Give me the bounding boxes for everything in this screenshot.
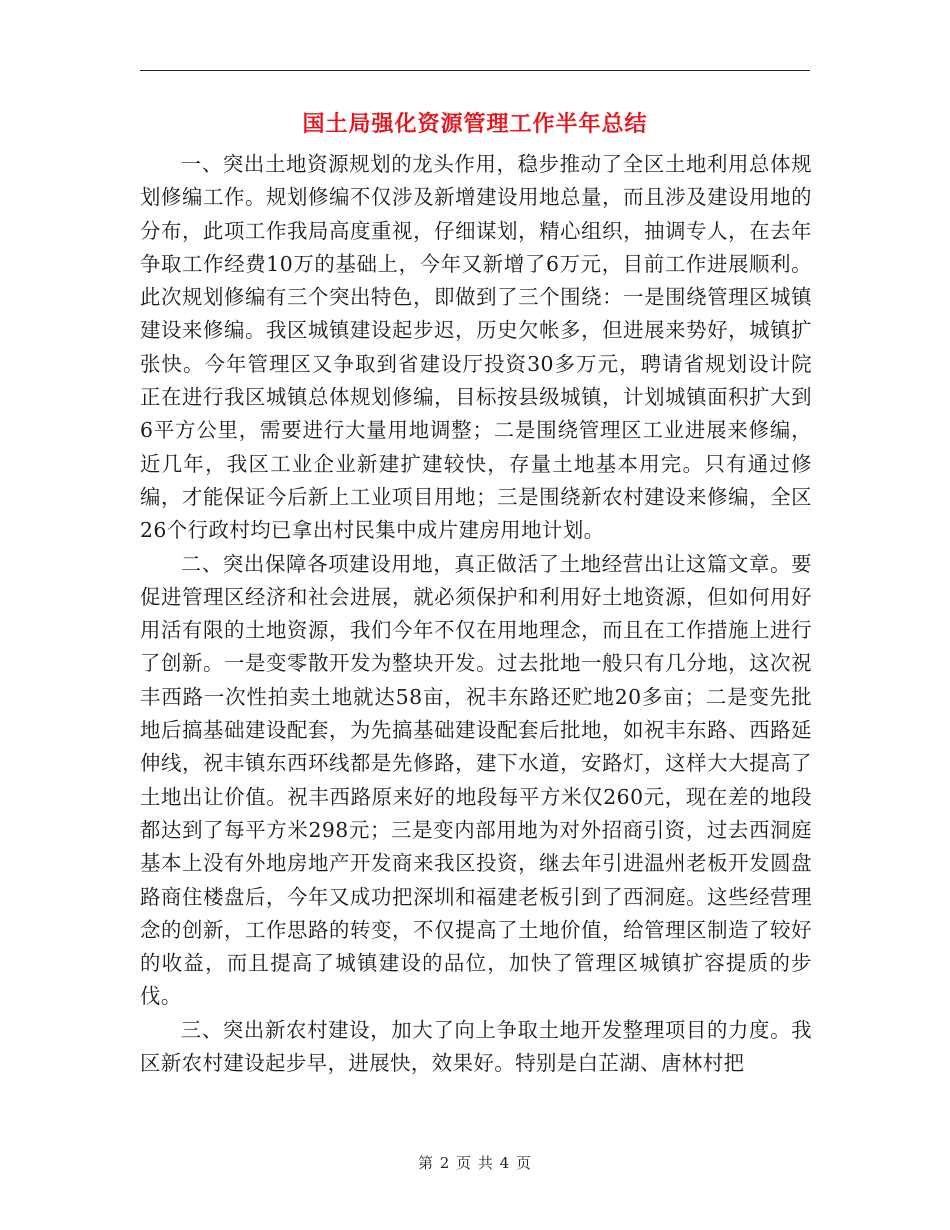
header-rule [140,70,810,71]
paragraph-2: 二、突出保障各项建设用地，真正做活了土地经营出让这篇文章。要促进管理区经济和社会进展，就必须保护和利用好土地资源，但如何用好用活有限的土地资源，我们今年不仅在用地理念，而且在工作措施上进行了创新。一是变零散开发为整块开发。过去批地一般只有几分地，这次祝丰西路一次性拍卖土地就达58亩，祝丰东路还贮地20多亩；二是变先批地后搞基础建设配套，为先搞基础建设配套后批地，如祝丰东路、西路延伸线，祝丰镇东西环线都是先修路，建下水道，安路灯，这样大大提高了土地出让价值。祝丰西路原来好的地段每平方米仅260元，现在差的地段都达到了每平方米298元；三是变内部用地为对外招商引资，过去西洞庭基本上没有外地房地产开发商来我区投资，继去年引进温州老板开发圆盘路商住楼盘后，今年又成功把深圳和福建老板引到了西洞庭。这些经营理念的创新，工作思路的转变，不仅提高了土地价值，给管理区制造了较好的收益，而且提高了城镇建设的品位，加快了管理区城镇扩容提质的步伐。 [140,551,812,1009]
document-title: 国土局强化资源管理工作半年总结 [302,111,648,137]
page-number-footer: 第 2 页 共 4 页 [418,1154,532,1172]
document-body [140,148,812,1080]
paragraph-3: 三、突出新农村建设，加大了向上争取土地开发整理项目的力度。我区新农村建设起步早，进展快，效果好。特别是白芷湖、唐林村把 [140,1017,812,1076]
paragraph-1: 一、突出土地资源规划的龙头作用，稳步推动了全区土地利用总体规划修编工作。规划修编不仅涉及新增建设用地总量，而且涉及建设用地的分布，此项工作我局高度重视，仔细谋划，精心组织，抽调专人，在去年争取工作经费10万的基础上，今年又新增了6万元，目前工作进展顺利。此次规划修编有三个突出特色，即做到了三个围绕：一是围绕管理区城镇建设来修编。我区城镇建设起步迟，历史欠帐多，但进展来势好，城镇扩张快。今年管理区又争取到省建设厅投资30多万元，聘请省规划设计院正在进行我区城镇总体规划修编，目标按县级城镇，计划城镇面积扩大到6平方公里，需要进行大量用地调整；二是围绕管理区工业进展来修编，近几年，我区工业企业新建扩建较快，存量土地基本用完。只有通过修编，才能保证今后新上工业项目用地；三是围绕新农村建设来修编，全区26个行政村均已拿出村民集中成片建房用地计划。 [140,152,812,543]
